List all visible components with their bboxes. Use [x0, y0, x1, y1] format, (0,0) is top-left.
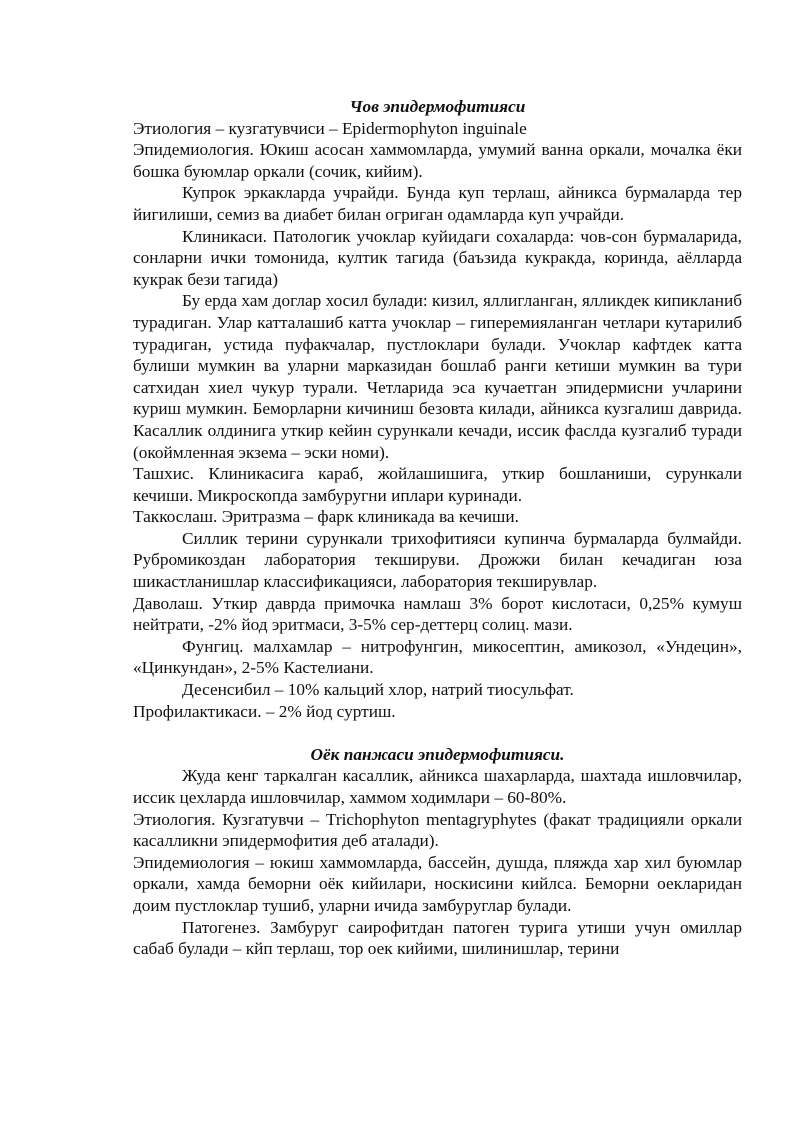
paragraph-etiology: Этиология. Кузгатувчи – Trichophyton mentagryphytes (факат традицияли оркали касалликни эпидермофития деб аталади). [133, 809, 742, 851]
paragraph-etiology: Этиология – кузгатувчиси – Epidermophyton inguinale [133, 118, 527, 138]
paragraph-prophylaxis: Профилактикаси. – 2% йод суртиш. [133, 701, 396, 721]
paragraph-desensitization: Десенсибил – 10% кальций хлор, натрий тиосульфат. [182, 680, 574, 700]
paragraph-clinic: Клиникаси. Патологик учоклар куйидаги сохаларда: чов-сон бурмаларида, сонларни ички томонида, култик тагида (баъзида кукракда, коринда, аёлларда кукрак бези тагида) [133, 226, 742, 289]
paragraph-epidemiology: Эпидемиология – юкиш хаммомларда, бассейн, душда, пляжда хар хил буюмлар оркали, хамда беморни оёк кийилари, носкисини кийлса. Беморни оекларидан доим пустлоклар тушиб, уларни ичида замбуруглар булади. [133, 852, 742, 915]
paragraph-ointments: Фунгиц. малхамлар – нитрофунгин, микосептин, амикозол, «Ундецин», «Цинкундан», 2-5% Кастелиани. [133, 636, 742, 678]
section-title: Оёк панжаси эпидермофитияси. [310, 744, 565, 764]
paragraph-trichophytia: Силлик терини сурункали трихофитияси купинча бурмаларда булмайди. Рубромикоздан лаборатория текшируви. Дрожжи билан кечадиган юза шикастланишлар классификацияси, лаборатория текширувлар. [133, 528, 742, 592]
paragraph-differential: Таккослаш. Эритразма – фарк клиникада ва кечиши. [133, 507, 519, 527]
section-title: Чов эпидермофитияси [349, 97, 526, 116]
paragraph-epidemiology: Эпидемиология. Юкиш асосан хаммомларда, умумий ванна оркали, мочалка ёки бошка буюмлар оркали (сочик, кийим). [133, 140, 742, 181]
paragraph-pathogenesis: Патогенез. Замбуруг саирофитдан патоген турига утиши учун омиллар сабаб булади – кйп терлаш, тор оек кийими, шилинишлар, терини [133, 917, 742, 959]
paragraph-treatment: Даволаш. Уткир даврда примочка намлаш 3% борот кислотаси, 0,25% кумуш нейтрати, -2% йод эритмаси, 3-5% сер-деттерц солиц. мази. [133, 593, 742, 635]
paragraph-occurrence: Купрок эркакларда учрайди. Бунда куп терлаш, айникса бурмаларда тер йигилиши, семиз ва диабет билан огриган одамларда куп учрайди. [133, 183, 742, 224]
blank-line [133, 722, 742, 744]
paragraph-diagnosis: Ташхис. Клиникасига караб, жойлашишига, уткир бошланиши, сурункали кечиши. Микроскопда замбуругни иплари куринади. [133, 464, 742, 505]
paragraph-prevalence: Жуда кенг таркалган касаллик, айникса шахарларда, шахтада ишловчилар, иссик цехларда ишловчилар, хаммом ходимлари – 60-80%. [133, 766, 742, 807]
document-page [133, 96, 742, 960]
paragraph-lesions: Бу ерда хам доглар хосил булади: кизил, яллигланган, ялликдек кипикланиб турадиган. Улар катталашиб катта учоклар – гиперемияланган четлари кутарилиб турадиган, устида пуфакчалар, пустлоклари булади. Учоклар кафтдек катта булиши мумкин ва уларни марказидан бошлаб ранги кетиши мумкин ва тури сатхидан хиел чукур турали. Четларида эса кучаетган эпидермисни учларини куриш мумкин. Беморларни кичиниш безовта килади, айникса кузгалиш даврида. Касаллик олдинига уткир кейин сурункали кечади, иссик фаслда кузгалиб туради (окоймленная экзема – эски номи). [133, 291, 742, 462]
